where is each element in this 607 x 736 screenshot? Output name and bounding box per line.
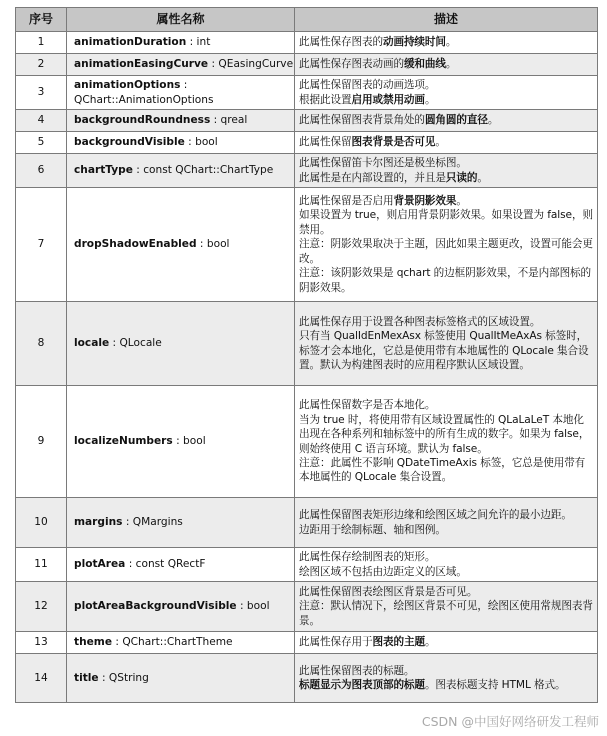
description-text: 。 [487, 114, 499, 127]
row-index: 1 [16, 32, 67, 54]
description-line [299, 266, 593, 295]
description-highlight: 圆角圆的直径 [424, 114, 488, 127]
description-text: 。 [456, 195, 467, 208]
property-type-continued: QChart::AnimationOptions [74, 93, 214, 106]
description-highlight: 只读的 [445, 171, 478, 184]
table-row [16, 110, 598, 132]
description-cell [295, 632, 598, 654]
description-cell [295, 548, 598, 582]
header-row [16, 8, 598, 32]
header-index: 序号 [16, 8, 67, 32]
description-line [299, 208, 593, 237]
description-text: 此属性保留图表矩形边缘和绘图区域之间允许的最小边距。 [299, 509, 572, 522]
description-text: 注意：该阴影效果是 qchart 的边框阴影效果，不是内部图标的阴影效果。 [299, 267, 592, 294]
property-name: locale [74, 337, 110, 350]
description-text: 如果设置为 true，则启用背景阴影效果。如果设置为 false，则禁用。 [299, 209, 593, 236]
description-line [299, 599, 593, 628]
table-row [16, 76, 598, 110]
property-name: animationDuration [74, 36, 187, 49]
description-cell [295, 154, 598, 188]
property-name-cell [67, 132, 295, 154]
row-index: 2 [16, 54, 67, 76]
description-line [299, 456, 593, 485]
description-text: 此属性保留是否启用 [299, 195, 394, 208]
property-name-cell [67, 498, 295, 548]
description-line [299, 315, 593, 329]
property-name-cell [67, 654, 295, 703]
description-line [299, 635, 593, 649]
table-row [16, 654, 598, 703]
property-type: : QLocale [109, 337, 162, 350]
description-text: 。 [424, 636, 436, 649]
description-cell [295, 582, 598, 632]
description-cell [295, 188, 598, 302]
row-index: 10 [16, 498, 67, 548]
table-row [16, 188, 598, 302]
table-row [16, 154, 598, 188]
description-text: 只有当 QualIdEnMexAsx 标签使用 QualItMeAxAs 标签时，标签才会本地化，它总是使用带有本地属性的 QLocale 集合设置。默认为构建图表时的应用程序默认区域设置。 [299, 330, 589, 371]
description-line [299, 113, 593, 127]
row-index: 13 [16, 632, 67, 654]
property-name-cell [67, 548, 295, 582]
description-line [299, 57, 593, 71]
description-text: 。 [445, 36, 457, 49]
property-name-cell [67, 76, 295, 110]
description-text: 。 [477, 171, 488, 184]
table-row [16, 302, 598, 386]
row-index: 14 [16, 654, 67, 703]
property-name: backgroundVisible [74, 136, 185, 149]
description-text: 此属性保留笛卡尔图还是极坐标图。 [299, 157, 467, 170]
description-line [299, 93, 593, 107]
property-type: : QMargins [122, 516, 183, 529]
description-line [299, 508, 593, 522]
table-row [16, 632, 598, 654]
property-name: animationOptions [74, 79, 181, 92]
description-text: 此属性是在内部设置的，并且是 [299, 171, 446, 184]
description-highlight: 图表背景是否可见 [351, 136, 436, 149]
property-name-cell [67, 32, 295, 54]
description-line [299, 398, 593, 412]
row-index: 9 [16, 386, 67, 498]
description-text: 。 [435, 136, 446, 149]
description-text: 此属性保存绘制图表的矩形。 [299, 551, 436, 564]
property-name-cell [67, 386, 295, 498]
description-cell [295, 110, 598, 132]
property-name: theme [74, 636, 113, 649]
description-line [299, 35, 593, 49]
row-index: 11 [16, 548, 67, 582]
property-name-cell [67, 110, 295, 132]
property-type: : bool [184, 136, 218, 149]
property-type: : bool [196, 238, 230, 251]
description-text: 边距用于绘制标题、轴和图例。 [299, 523, 446, 536]
description-text: 注意：阴影效果取决于主题，因此如果主题更改，设置可能会更改。 [299, 238, 593, 265]
description-line [299, 135, 593, 149]
property-table [15, 7, 598, 703]
property-type: : QChart::ChartTheme [112, 636, 233, 649]
watermark: CSDN @中国好网络研发工程师 [421, 714, 599, 729]
description-highlight: 标题显示为图表顶部的标题 [299, 679, 425, 691]
description-text: 此属性保存用于 [299, 636, 373, 649]
property-name-cell [67, 154, 295, 188]
table-row [16, 498, 598, 548]
description-cell [295, 302, 598, 386]
description-text: 绘图区域不包括由边距定义的区域。 [299, 565, 467, 578]
description-highlight: 背景阴影效果 [393, 195, 457, 208]
description-cell [295, 132, 598, 154]
property-name-cell [67, 188, 295, 302]
description-line [299, 237, 593, 266]
description-text: 此属性保留图表的动画选项。 [299, 79, 436, 92]
row-index: 8 [16, 302, 67, 386]
table-row [16, 32, 598, 54]
description-cell [295, 654, 598, 703]
property-name-cell [67, 54, 295, 76]
description-cell [295, 32, 598, 54]
row-index: 4 [16, 110, 67, 132]
description-text: 此属性保留图表绘图区背景是否可见。 [299, 585, 478, 598]
description-text: 。 [424, 93, 436, 106]
property-type: : bool [172, 435, 206, 448]
property-name: chartType [74, 164, 133, 177]
header-property-name: 属性名称 [67, 8, 295, 32]
header-description: 描述 [295, 8, 598, 32]
property-name: plotArea [74, 558, 126, 571]
table-body [16, 32, 598, 703]
description-line [299, 156, 593, 170]
property-type: : qreal [210, 114, 248, 127]
description-line [299, 329, 593, 372]
property-name: plotAreaBackgroundVisible [74, 600, 237, 613]
description-line [299, 565, 593, 579]
description-line [299, 678, 593, 692]
description-text: 此属性保留 [299, 136, 352, 149]
row-index: 3 [16, 76, 67, 110]
table-row [16, 548, 598, 582]
description-highlight: 动画持续时间 [382, 36, 446, 49]
table-row [16, 386, 598, 498]
property-name: margins [74, 516, 123, 529]
description-highlight: 启用或禁用动画 [351, 93, 425, 106]
row-index: 6 [16, 154, 67, 188]
property-type: : QString [98, 671, 149, 684]
property-type: : const QRectF [125, 558, 206, 571]
property-name-cell [67, 302, 295, 386]
description-highlight: 图表的主题 [372, 636, 425, 649]
description-line [299, 585, 593, 599]
description-text: 此属性保留图表背景角处的 [299, 114, 425, 127]
row-index: 5 [16, 132, 67, 154]
description-cell [295, 498, 598, 548]
property-type: : bool [236, 600, 270, 613]
description-text: 。图表标题支持 HTML 格式。 [424, 679, 566, 691]
property-name: title [74, 671, 99, 684]
property-type: : QEasingCurve [208, 58, 294, 71]
description-cell [295, 54, 598, 76]
table-row [16, 54, 598, 76]
description-text: 此属性保存图表动画的 [299, 58, 404, 71]
property-name: localizeNumbers [74, 435, 173, 448]
description-text: 此属性保留数字是否本地化。 [299, 399, 436, 412]
property-type: : [180, 79, 188, 92]
description-line [299, 550, 593, 564]
description-highlight: 缓和曲线 [403, 58, 446, 71]
property-name: animationEasingCurve [74, 58, 209, 71]
description-cell [295, 386, 598, 498]
property-name: dropShadowEnabled [74, 238, 197, 251]
property-name-cell [67, 632, 295, 654]
property-type: : const QChart::ChartType [132, 164, 274, 177]
property-name: backgroundRoundness [74, 114, 211, 127]
description-text: 根据此设置 [299, 93, 352, 106]
description-line [299, 78, 593, 92]
description-line [299, 171, 593, 185]
description-text: 此属性保存用于设置各种图表标签格式的区域设置。 [299, 315, 541, 328]
description-text: 注意：默认情况下，绘图区背景不可见，绘图区使用常规图表背景。 [299, 600, 593, 627]
description-text: 此属性保存图表的 [299, 36, 383, 49]
description-cell [295, 76, 598, 110]
description-text: 。 [445, 58, 457, 71]
description-text: 当为 true 时，将使用带有区域设置属性的 QLaLaLeT 本地化出现在各种系列和轴标签中的所有生成的数字。如果为 false，则始终使用 C 语言环境。默认为 false。 [299, 413, 590, 455]
description-text: 此属性保留图表的标题。 [299, 664, 415, 677]
row-index: 12 [16, 582, 67, 632]
property-type: : int [186, 36, 211, 49]
row-index: 7 [16, 188, 67, 302]
description-line [299, 413, 593, 456]
description-line [299, 664, 593, 678]
description-line [299, 523, 593, 537]
property-name-cell [67, 582, 295, 632]
table-row [16, 132, 598, 154]
description-line [299, 194, 593, 208]
description-text: 注意：此属性不影响 QDateTimeAxis 标签，它总是使用带有本地属性的 QLocale 集合设置。 [299, 456, 586, 484]
table-row [16, 582, 598, 632]
